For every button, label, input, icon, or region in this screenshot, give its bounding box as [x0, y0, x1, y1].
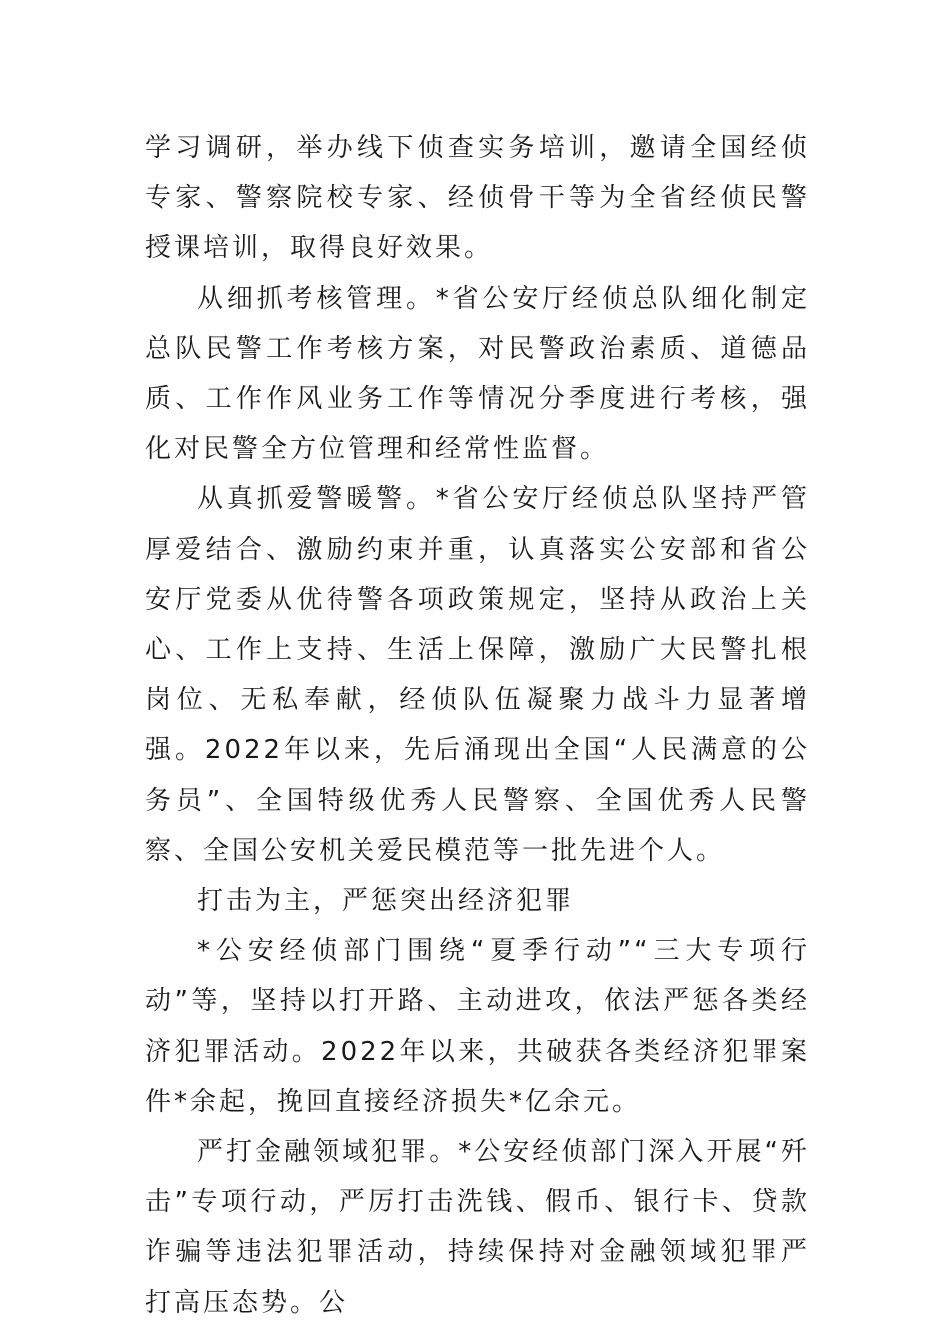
paragraph-1: 学习调研，举办线下侦查实务培训，邀请全国经侦专家、警察院校专家、经侦骨干等为全省经侦民警授课培训，取得良好效果。 [145, 133, 810, 264]
paragraph-4: *公安经侦部门围绕“夏季行动”“三大专项行动”等，坚持以打开路、主动进攻，依法严惩各类经济犯罪活动。2022年以来，共破获各类经济犯罪案件*余起，挽回直接经济损失*亿余元。 [145, 936, 810, 1117]
paragraph-3: 从真抓爱警暖警。*省公安厅经侦总队坚持严管厚爱结合、激励约束并重，认真落实公安部和省公安厅党委从优待警各项政策规定，坚持从政治上关心、工作上支持、生活上保障，激励广大民警扎根岗位、无私奉献，经侦队伍凝聚力战斗力显著增强。2022年以来，先后涌现出全国“人民满意的公务员”、全国特级优秀人民警察、全国优秀人民警察、全国公安机关爱民模范等一批先进个人。 [145, 484, 810, 866]
paragraph-2: 从细抓考核管理。*省公安厅经侦总队细化制定总队民警工作考核方案，对民警政治素质、道德品质、工作作风业务工作等情况分季度进行考核，强化对民警全方位管理和经常性监督。 [145, 283, 810, 465]
paragraph-5: 严打金融领域犯罪。*公安经侦部门深入开展“歼击”专项行动，严厉打击洗钱、假币、银行卡、贷款诈骗等违法犯罪活动，持续保持对金融领域犯罪严打高压态势。公 [145, 1137, 810, 1318]
document-body [145, 123, 810, 1328]
section-heading: 打击为主，严惩突出经济犯罪 [197, 886, 575, 917]
